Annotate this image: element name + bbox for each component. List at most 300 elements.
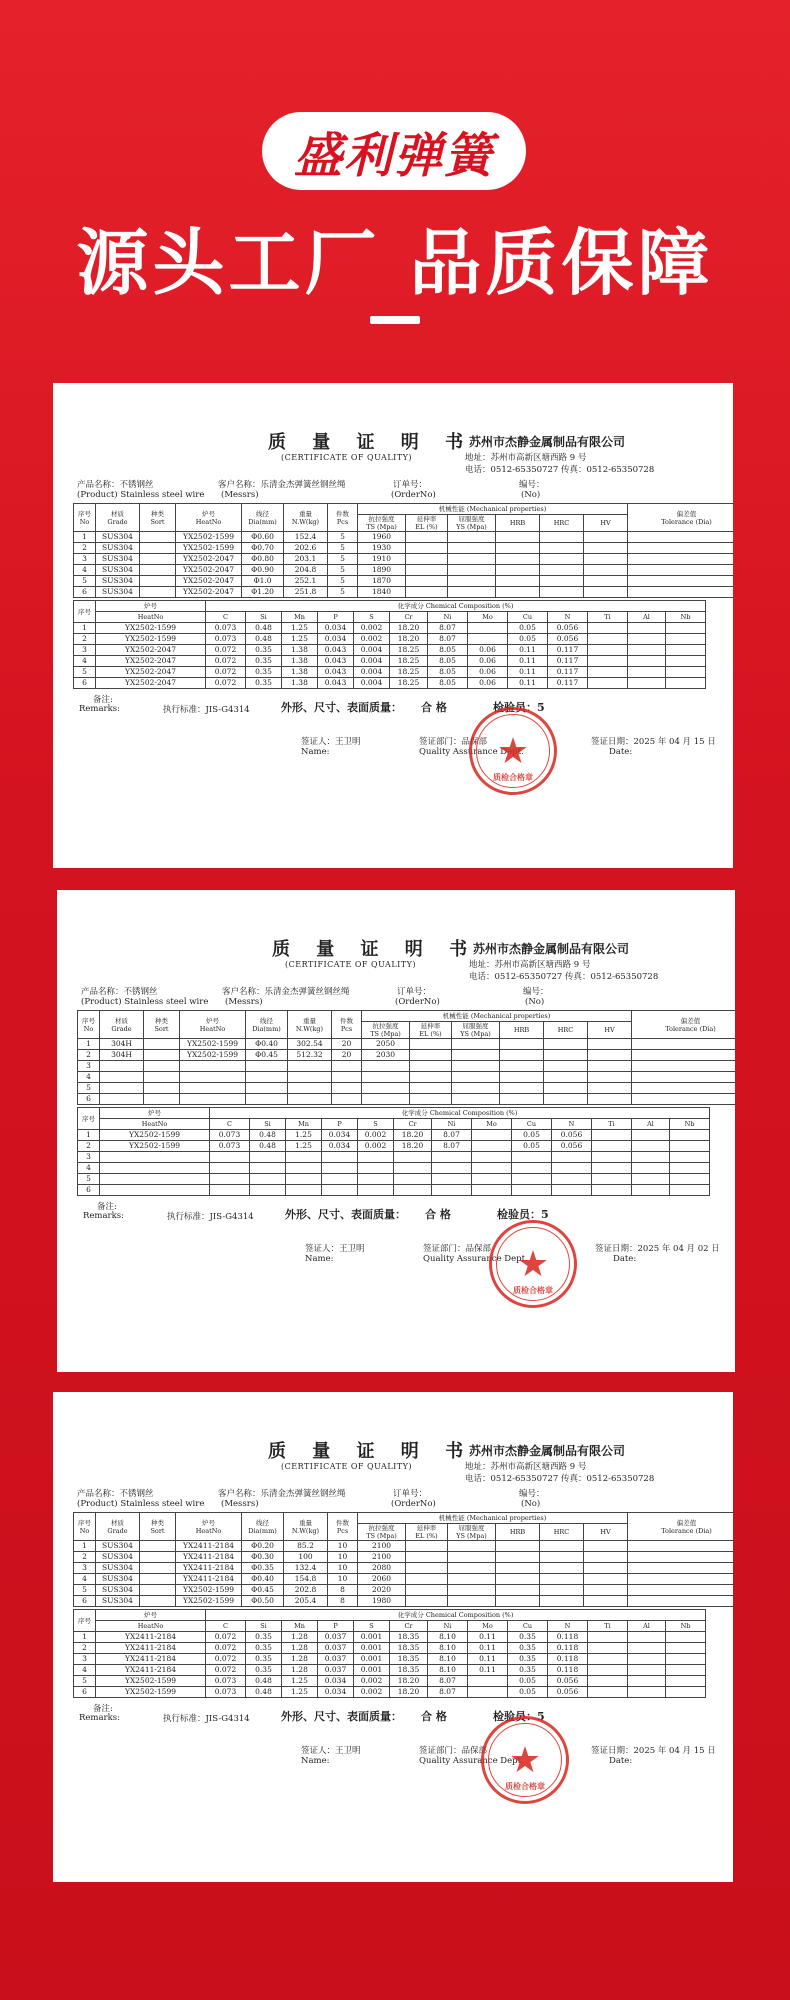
chem-cell: 18.35 [390,1643,428,1654]
chem-cell [670,1163,710,1174]
mech-cell: 1960 [358,532,406,543]
mech-cell [496,587,540,598]
mech-cell [540,532,584,543]
chem-cell: 4 [74,1665,96,1676]
mech-cell [100,1061,144,1072]
chem-cell: 0.05 [508,623,548,634]
chem-col-0 [78,1108,100,1130]
mech-row [74,1574,734,1585]
chem-cell [322,1185,358,1196]
chemical-table [77,1107,710,1196]
mech-col-label: 件数 [340,1016,353,1025]
mech-cell [632,1072,735,1083]
mech-cell [628,1563,733,1574]
chem-row [78,1174,710,1185]
remarks-label-en: Remarks: [79,1713,120,1723]
chem-cell: YX2411-2184 [96,1632,206,1643]
mech-cell [452,1094,500,1105]
mech-cell: 251.8 [284,587,328,598]
chem-cell [628,1632,666,1643]
chem-cell [628,1654,666,1665]
mech-cell: Φ0.60 [242,532,284,543]
customer-name: 客户名称：乐清金杰弹簧丝钢丝绳 [222,987,350,997]
certificate-2 [57,890,735,1372]
mech-cell [406,532,448,543]
remarks-label: 备注: [97,1202,117,1212]
divider [370,316,420,324]
chem-cell [552,1174,592,1185]
mech-cell [584,1541,628,1552]
mech-cell: 2 [78,1050,100,1061]
chem-col-12: Ti [588,1621,628,1632]
mech-cell: Φ0.40 [246,1039,288,1050]
mech-col-label: 件数 [336,509,349,518]
mech-col-label: 线径 [260,1016,273,1025]
mech-cell: 10 [328,1574,358,1585]
chem-cell [628,656,666,667]
chem-cell: 0.037 [318,1665,354,1676]
chem-cell: 0.034 [318,1687,354,1698]
mech-col-9 [448,515,496,532]
serial-no: 编号： [519,480,545,490]
chem-cell [512,1163,552,1174]
mech-cell: YX2502-1599 [180,1039,246,1050]
seal-text: 质检合格章 [505,1781,545,1791]
mech-cell: 8 [328,1596,358,1607]
chem-col-6: S [358,1119,394,1130]
mech-col-8 [410,1022,452,1039]
mech-cell [628,587,733,598]
mech-cell: Φ0.20 [242,1541,284,1552]
chem-cell: 0.037 [318,1643,354,1654]
chem-col-4: Mn [282,612,318,623]
mech-cell [448,543,496,554]
chem-cell: 8.05 [428,678,468,689]
sign-date: 签证日期：2025 年 04 月 02 日 [595,1244,720,1254]
chem-cell [432,1174,472,1185]
standard-text: 执行标准：JIS-G4314 [167,1212,254,1222]
mech-col-label-en: Grade [111,1024,132,1033]
mech-cell [496,565,540,576]
mech-cell [496,1552,540,1563]
mech-cell [632,1039,735,1050]
mech-cell: Φ0.45 [242,1585,284,1596]
mech-cell [628,554,733,565]
chem-cell: 2 [74,634,96,645]
chem-cell: 0.05 [512,1141,552,1152]
chem-col-10: Cu [508,1621,548,1632]
chem-cell: 4 [74,656,96,667]
chem-cell [628,1687,666,1698]
chem-cell [628,1643,666,1654]
chem-cell [588,1665,628,1676]
tolerance-title: 偏差值 [676,509,697,518]
chem-cell: 0.35 [508,1665,548,1676]
mech-cell [628,1574,733,1585]
chem-cell: 0.037 [318,1654,354,1665]
mech-cell: 2100 [358,1552,406,1563]
chem-cell [628,1676,666,1687]
chem-cell: 8.05 [428,645,468,656]
mech-cell: 10 [328,1563,358,1574]
mech-cell: 2020 [358,1585,406,1596]
chem-col-1 [96,601,206,612]
chem-cell: 0.004 [354,678,390,689]
mech-cell [406,1541,448,1552]
mech-cell [540,554,584,565]
mech-cell [540,1563,584,1574]
mech-cell [540,543,584,554]
chem-cell: 0.48 [250,1130,286,1141]
chem-cell: 0.004 [354,667,390,678]
chem-cell [628,623,666,634]
mech-cell [406,1552,448,1563]
mech-cell [362,1061,410,1072]
chem-cell: YX2502-2047 [96,678,206,689]
mech-col-2 [144,1011,180,1039]
mech-row [74,532,734,543]
mech-col-2 [140,1513,176,1541]
chem-cell [632,1130,670,1141]
mech-cell: 4 [74,1574,96,1585]
mech-cell [362,1083,410,1094]
mech-cell: 85.2 [284,1541,328,1552]
remarks-label-en: Remarks: [79,704,120,714]
mech-cell: Φ0.30 [242,1552,284,1563]
mech-col-label: 炉号 [206,1016,219,1025]
mech-cell [410,1050,452,1061]
serial-no-en: (No) [521,1499,541,1509]
chem-cell [100,1185,210,1196]
chem-cell [588,1676,628,1687]
mech-cell [448,1541,496,1552]
company-seal: ★ 质检合格章 [481,1716,569,1804]
chem-cell [394,1163,432,1174]
chem-cell [210,1174,250,1185]
mech-cell [500,1061,544,1072]
chem-cell [468,634,508,645]
chem-col-0 [74,1610,96,1632]
mech-cell [144,1083,180,1094]
mech-cell [406,1585,448,1596]
chem-row [74,1676,706,1687]
chem-col-9: Mo [468,1621,508,1632]
chem-cell: 8.10 [428,1632,468,1643]
mech-cell: Φ1.0 [242,576,284,587]
quality-value: 合 格 [421,701,447,714]
mech-col-label-en: EL (%) [415,523,438,531]
mech-row [78,1072,736,1083]
company-seal: ★ 质检合格章 [469,707,557,795]
mech-col-label: HRB [513,1026,530,1034]
mech-cell [628,1552,733,1563]
chem-cell: 1.38 [282,656,318,667]
mech-cell: 2 [74,1552,96,1563]
mech-cell [100,1083,144,1094]
mech-row [74,543,734,554]
mech-cell [584,587,628,598]
mech-cell [496,532,540,543]
chemical-table [73,1609,706,1698]
mech-cell [628,543,733,554]
mech-col-label: 延伸率 [420,1022,441,1030]
chem-cell: 0.48 [246,623,282,634]
chem-col-11: N [548,1621,588,1632]
chem-cell [632,1174,670,1185]
mech-col-12 [584,515,628,532]
chem-cell [632,1141,670,1152]
mech-cell [140,1563,176,1574]
chem-cell: 18.25 [390,678,428,689]
mech-cell [144,1072,180,1083]
chem-title: 化学成分 Chemical Composition (%) [210,1108,710,1119]
mech-col-11 [544,1022,588,1039]
mech-cell [544,1094,588,1105]
chem-cell: YX2502-1599 [96,623,206,634]
mech-cell: SUS304 [96,1563,140,1574]
chem-cell: 8.07 [428,1687,468,1698]
chem-cell [472,1141,512,1152]
chem-col-6: S [354,1621,390,1632]
mech-cell: 1840 [358,587,406,598]
chem-cell [666,1643,706,1654]
mech-col-label-en: TS (Mpa) [370,1030,401,1038]
chem-cell [472,1163,512,1174]
mech-cell: 5 [328,532,358,543]
chem-col-7: Cr [394,1119,432,1130]
chem-cell [588,1632,628,1643]
product-name: 产品名称：不锈钢丝 [77,480,154,490]
chem-row [74,667,706,678]
mech-cell: Φ0.80 [242,554,284,565]
chem-cell [552,1152,592,1163]
mech-cell: 5 [78,1083,100,1094]
chem-cell: 3 [74,1654,96,1665]
mech-cell [584,1574,628,1585]
mech-row [78,1083,736,1094]
chem-cell: 1.28 [282,1665,318,1676]
chem-cell [666,1676,706,1687]
mech-col-label-en: TS (Mpa) [366,523,397,531]
tolerance-title-en: Tolerance (Dia) [665,1024,716,1033]
chem-cell: 0.05 [508,1676,548,1687]
chem-col-5: P [318,612,354,623]
customer-name-en: (Messrs) [221,1499,259,1509]
mech-col-9 [448,1524,496,1541]
chem-cell: 2 [74,1643,96,1654]
mech-cell [448,587,496,598]
chem-cell [666,667,706,678]
mech-cell [500,1050,544,1061]
mech-cell: 304H [100,1039,144,1050]
chem-cell: 1 [74,623,96,634]
mech-cell [540,1574,584,1585]
chem-cell: 1.25 [282,1687,318,1698]
chem-cell [472,1152,512,1163]
chem-cell: 0.043 [318,645,354,656]
chem-cell: 0.001 [354,1654,390,1665]
chem-cell: 0.073 [206,623,246,634]
chem-cell [472,1174,512,1185]
chem-cell: 18.35 [390,1654,428,1665]
mech-title: 机械性能 (Mechanical properties) [358,504,628,515]
chem-row [74,1643,706,1654]
chem-row [78,1163,710,1174]
chem-cell [666,1654,706,1665]
mech-col-label: HRC [553,519,570,527]
mech-cell: 2 [74,543,96,554]
mech-cell [544,1050,588,1061]
mech-cell [140,1585,176,1596]
mech-row [74,1596,734,1607]
customer-name: 客户名称：乐清金杰弹簧丝钢丝绳 [218,480,346,490]
mech-col-7 [358,515,406,532]
chem-cell [592,1185,632,1196]
mech-row [74,1552,734,1563]
mech-cell [540,587,584,598]
chem-cell [322,1174,358,1185]
mech-cell [628,565,733,576]
mech-cell [452,1050,500,1061]
chem-cell: 8.10 [428,1643,468,1654]
mech-cell [140,532,176,543]
chem-cell: 0.11 [508,667,548,678]
mech-cell [632,1083,735,1094]
mech-cell [540,1585,584,1596]
mech-cell: 5 [328,587,358,598]
mech-cell: SUS304 [96,1596,140,1607]
company-name: 苏州市杰静金属制品有限公司 [473,942,630,956]
chem-cell: 0.001 [354,1643,390,1654]
chem-cell [670,1152,710,1163]
chem-cell [666,1632,706,1643]
mech-cell: YX2502-1599 [176,1596,242,1607]
mech-col-label: 重量 [303,1016,316,1025]
mech-cell [632,1094,735,1105]
chem-cell [512,1174,552,1185]
chem-cell: 0.05 [508,634,548,645]
chem-cell [588,1643,628,1654]
chem-cell [666,645,706,656]
mech-col-1 [100,1011,144,1039]
chem-col-8: Ni [428,612,468,623]
mech-cell [180,1061,246,1072]
mech-cell [406,1596,448,1607]
mech-cell: YX2502-1599 [180,1050,246,1061]
chem-cell: 0.043 [318,667,354,678]
mech-cell: 100 [284,1552,328,1563]
chem-cell: 0.06 [468,656,508,667]
chem-col-8: Ni [428,1621,468,1632]
mech-cell: SUS304 [96,565,140,576]
mech-cell [496,1596,540,1607]
chem-cell: 0.35 [246,656,282,667]
chem-row [74,656,706,667]
chem-cell [592,1152,632,1163]
chem-cell: 18.25 [390,667,428,678]
mech-cell [496,554,540,565]
mech-cell: YX2502-1599 [176,543,242,554]
chem-cell [592,1141,632,1152]
mech-cell [410,1083,452,1094]
standard-text: 执行标准：JIS-G4314 [163,1714,250,1724]
chem-cell: 0.056 [548,623,588,634]
chem-cell: 18.20 [390,1676,428,1687]
chem-cell [628,634,666,645]
mech-row [78,1094,736,1105]
chem-col-7: Cr [390,1621,428,1632]
mech-cell [140,565,176,576]
cert-title: 质 量 证 明 书 [268,432,474,453]
chem-cell [632,1185,670,1196]
chem-col-5: P [318,1621,354,1632]
chem-cell: YX2502-1599 [100,1141,210,1152]
company-address: 地址：苏州市高新区塘西路 9 号 [465,453,587,463]
quality-text: 外形、尺寸、表面质量： [285,1208,406,1221]
serial-no: 编号： [523,987,549,997]
chem-col-1: HeatNo [96,612,206,623]
mech-cell [632,1050,735,1061]
chem-cell: 0.034 [322,1141,358,1152]
mech-cell [406,565,448,576]
remarks-label-en: Remarks: [83,1211,124,1221]
headline: 源头工厂 品质保障 [76,221,714,305]
chem-row [74,623,706,634]
mech-cell [448,576,496,587]
chem-cell: 5 [74,667,96,678]
mech-col-11 [540,1524,584,1541]
product-name: 产品名称：不锈钢丝 [81,987,158,997]
chem-row [74,1687,706,1698]
chem-cell: 0.072 [206,645,246,656]
chem-row [78,1185,710,1196]
chem-cell: 0.056 [548,1676,588,1687]
mech-cell [180,1094,246,1105]
mech-cell [180,1072,246,1083]
chem-col-13: Al [632,1119,670,1130]
standard-text: 执行标准：JIS-G4314 [163,705,250,715]
mech-col-label-en: Dia(mm) [248,1526,277,1535]
chem-col-0 [74,601,96,623]
chem-row [78,1141,710,1152]
mech-cell [362,1094,410,1105]
mech-cell: 5 [328,554,358,565]
brand-badge: 盛利弹簧 [262,112,526,190]
mech-cell [628,532,733,543]
mech-cell [584,1552,628,1563]
chem-cell [286,1163,322,1174]
mech-cell: 2030 [362,1050,410,1061]
mech-cell: 8 [328,1585,358,1596]
mech-cell: 512.32 [288,1050,332,1061]
mech-col-1 [96,1513,140,1541]
chem-cell [286,1174,322,1185]
mech-cell [500,1072,544,1083]
order-no: 订单号： [397,987,432,997]
chem-cell: 0.056 [552,1130,592,1141]
mech-col-label-en: No [83,1024,94,1033]
chem-cell [588,623,628,634]
mech-col-label-en: Dia(mm) [248,517,277,526]
chem-col-3: Si [250,1119,286,1130]
mech-col-label: 件数 [336,1518,349,1527]
mech-cell [628,1596,733,1607]
quality-value: 合 格 [421,1710,447,1723]
mech-cell [544,1072,588,1083]
chem-cell: 0.073 [210,1141,250,1152]
chem-cell: 0.072 [206,1665,246,1676]
mech-cell: 2060 [358,1574,406,1585]
